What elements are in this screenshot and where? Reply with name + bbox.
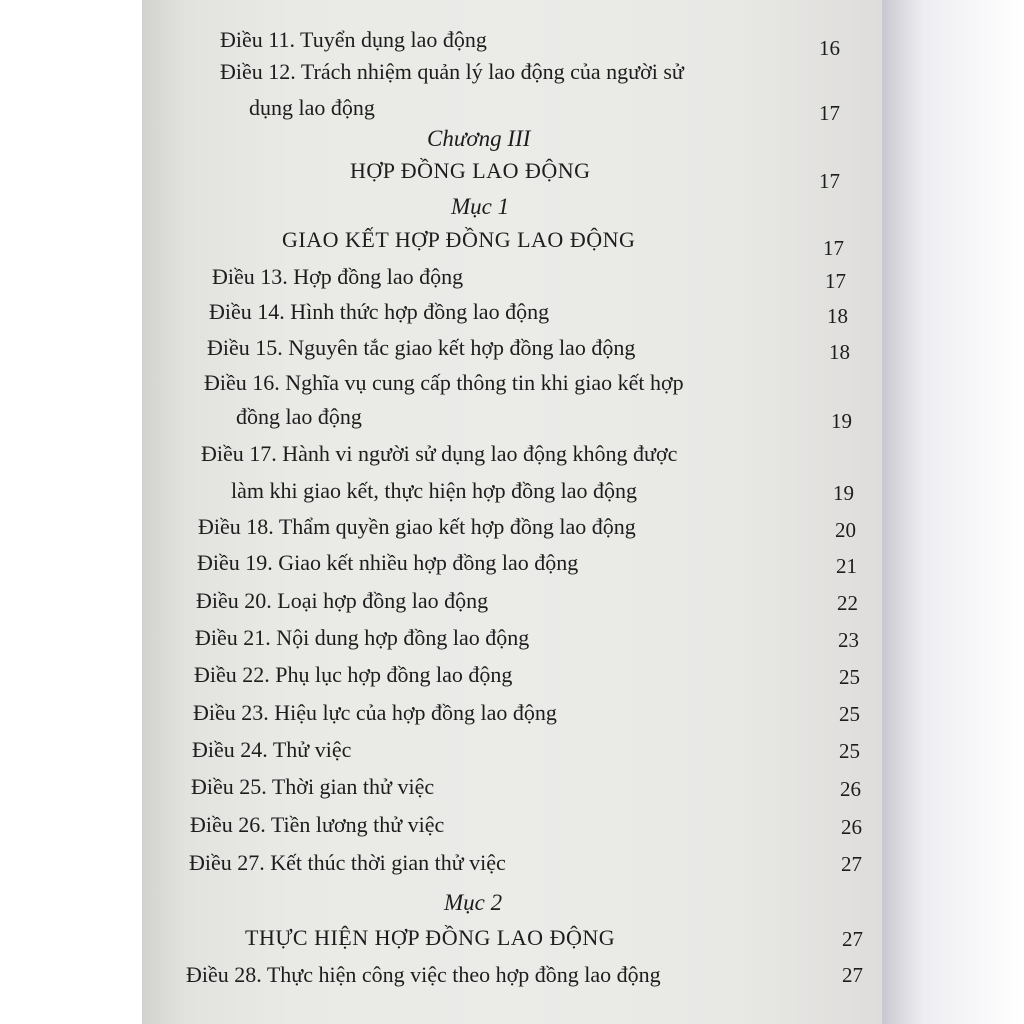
- toc-entry-page: 27: [842, 963, 863, 987]
- toc-entry-page: 27: [841, 852, 862, 876]
- toc-entry-text: làm khi giao kết, thực hiện hợp đồng lao động: [231, 478, 638, 503]
- toc-entry-page: 18: [829, 340, 850, 364]
- toc-entry-page: 19: [833, 481, 854, 505]
- chapter-title: HỢP ĐỒNG LAO ĐỘNG: [350, 158, 591, 183]
- toc-entry-page: 23: [838, 628, 859, 652]
- toc-entry-text: Điều 19. Giao kết nhiều hợp đồng lao động: [197, 550, 579, 575]
- section-title: GIAO KẾT HỢP ĐỒNG LAO ĐỘNG: [282, 227, 636, 252]
- toc-entry-text: dụng lao động: [249, 95, 375, 120]
- toc-entry-page: 17: [825, 269, 846, 293]
- toc-entry-text: Điều 28. Thực hiện công việc theo hợp đồng lao động: [186, 962, 661, 987]
- toc-entry-page: 17: [819, 169, 840, 193]
- toc-entry-text: Điều 27. Kết thúc thời gian thử việc: [189, 850, 506, 875]
- toc-entry-page: 25: [839, 739, 860, 763]
- toc-entry-text: Điều 12. Trách nhiệm quản lý lao động của người sử: [220, 59, 684, 84]
- toc-entry-page: 25: [839, 665, 860, 689]
- toc-entry-text: Điều 21. Nội dung hợp đồng lao động: [195, 625, 530, 650]
- toc-entry-text: Điều 20. Loại hợp đồng lao động: [196, 588, 489, 613]
- toc-entry-text: Điều 13. Hợp đồng lao động: [212, 264, 464, 289]
- toc-entry-text: Điều 11. Tuyển dụng lao động: [220, 27, 487, 52]
- toc-entry-page: 20: [835, 518, 856, 542]
- toc-entry-page: 26: [840, 777, 861, 801]
- section-heading: Mục 2: [444, 890, 503, 915]
- toc-entry-page: 19: [831, 409, 852, 433]
- toc-entry-page: 17: [823, 236, 844, 260]
- toc-entry-page: 27: [842, 927, 863, 951]
- toc-entry-page: 18: [827, 304, 848, 328]
- section-heading: Mục 1: [451, 194, 510, 219]
- toc-entry-text: đồng lao động: [236, 404, 362, 429]
- toc-entry-page: 21: [836, 554, 857, 578]
- toc-entry-text: Điều 22. Phụ lục hợp đồng lao động: [194, 662, 513, 687]
- toc-entry-text: Điều 16. Nghĩa vụ cung cấp thông tin khi giao kết hợp: [204, 370, 684, 395]
- toc-entry-page: 26: [841, 815, 862, 839]
- toc-entry-text: Điều 15. Nguyên tắc giao kết hợp đồng lao động: [207, 335, 636, 360]
- toc-entry-text: Điều 25. Thời gian thử việc: [191, 774, 435, 799]
- toc-entry-page: 17: [819, 101, 840, 125]
- toc-entry-text: Điều 23. Hiệu lực của hợp đồng lao động: [193, 700, 557, 725]
- toc-entry-page: 25: [839, 702, 860, 726]
- toc-entry-page: 16: [819, 36, 840, 60]
- toc-entry-text: Điều 14. Hình thức hợp đồng lao động: [209, 299, 550, 324]
- toc-entry-text: Điều 18. Thẩm quyền giao kết hợp đồng lao động: [198, 514, 636, 539]
- chapter-heading: Chương III: [427, 126, 531, 151]
- section-title: THỰC HIỆN HỢP ĐỒNG LAO ĐỘNG: [245, 925, 616, 950]
- toc-entry-text: Điều 24. Thử việc: [192, 737, 352, 762]
- toc-entry-page: 22: [837, 591, 858, 615]
- toc-entry-text: Điều 26. Tiền lương thử việc: [190, 812, 445, 837]
- toc-entry-text: Điều 17. Hành vi người sử dụng lao động không được: [201, 441, 678, 466]
